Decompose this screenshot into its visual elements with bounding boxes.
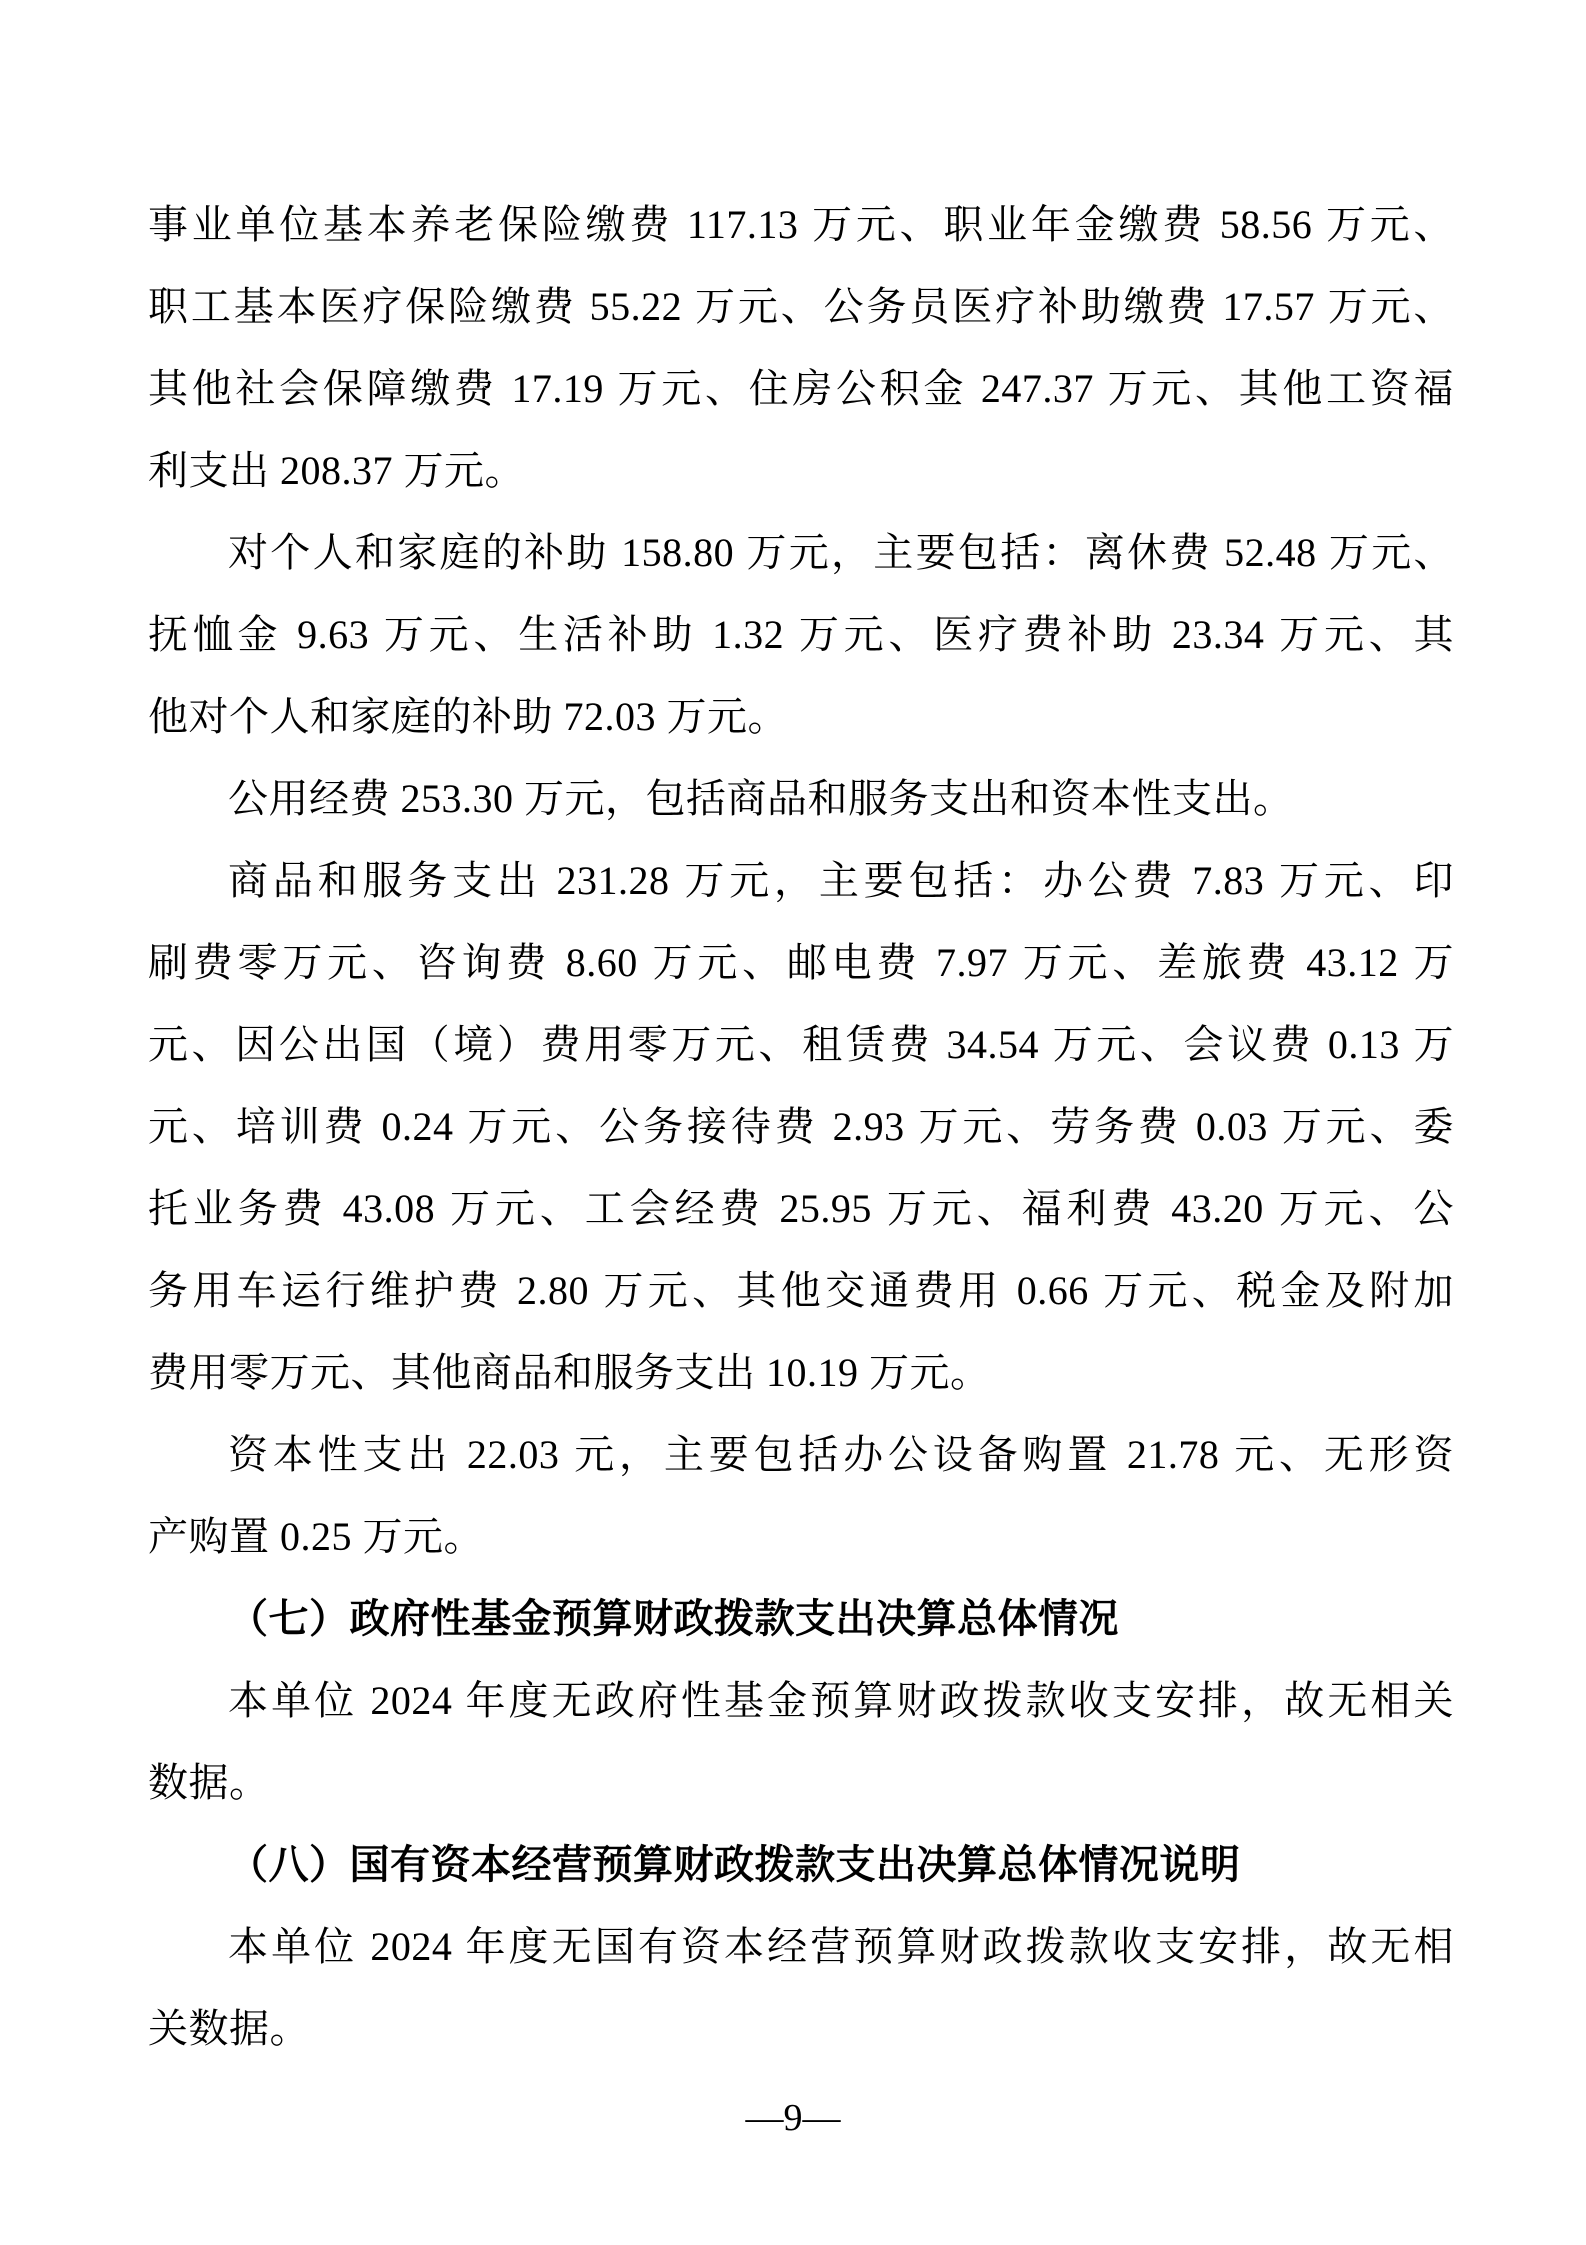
text-line: 本单位 2024 年度无政府性基金预算财政拨款收支安排，故无相关 — [228, 1678, 1454, 1723]
page-number: —9— — [745, 2097, 841, 2139]
text-line: 数据。 — [148, 1760, 270, 1805]
text-line: 务用车运行维护费 2.80 万元、其他交通费用 0.66 万元、税金及附加 — [148, 1268, 1454, 1313]
text-line: （七）政府性基金预算财政拨款支出决算总体情况 — [228, 1596, 1119, 1641]
text-line: 资本性支出 22.03 元，主要包括办公设备购置 21.78 元、无形资 — [228, 1432, 1454, 1477]
text-line: 他对个人和家庭的补助 72.03 万元。 — [148, 694, 788, 739]
text-line: 事业单位基本养老保险缴费 117.13 万元、职业年金缴费 58.56 万元、 — [148, 202, 1454, 247]
page-footer — [0, 2096, 1586, 2140]
text-line: 抚恤金 9.63 万元、生活补助 1.32 万元、医疗费补助 23.34 万元、其 — [148, 612, 1454, 657]
text-line: 本单位 2024 年度无国有资本经营预算财政拨款收支安排，故无相 — [228, 1924, 1454, 1969]
text-line: 关数据。 — [148, 2006, 310, 2051]
text-line: 产购置 0.25 万元。 — [148, 1514, 484, 1559]
text-line: 商品和服务支出 231.28 万元，主要包括：办公费 7.83 万元、印 — [228, 858, 1454, 903]
text-line: 利支出 208.37 万元。 — [148, 448, 525, 493]
text-line: 职工基本医疗保险缴费 55.22 万元、公务员医疗补助缴费 17.57 万元、 — [148, 284, 1454, 329]
text-line: 费用零万元、其他商品和服务支出 10.19 万元。 — [148, 1350, 991, 1395]
text-line: 对个人和家庭的补助 158.80 万元，主要包括：离休费 52.48 万元、 — [228, 530, 1454, 575]
text-line: （八）国有资本经营预算财政拨款支出决算总体情况说明 — [228, 1842, 1241, 1887]
text-line: 托业务费 43.08 万元、工会经费 25.95 万元、福利费 43.20 万元、公 — [148, 1186, 1454, 1231]
text-line: 刷费零万元、咨询费 8.60 万元、邮电费 7.97 万元、差旅费 43.12 万 — [148, 940, 1454, 985]
text-line: 其他社会保障缴费 17.19 万元、住房公积金 247.37 万元、其他工资福 — [148, 366, 1454, 411]
text-line: 元、培训费 0.24 万元、公务接待费 2.93 万元、劳务费 0.03 万元、委 — [148, 1104, 1454, 1149]
text-line: 元、因公出国（境）费用零万元、租赁费 34.54 万元、会议费 0.13 万 — [148, 1022, 1454, 1067]
text-line: 公用经费 253.30 万元，包括商品和服务支出和资本性支出。 — [228, 776, 1294, 821]
document-body — [148, 202, 1454, 2088]
